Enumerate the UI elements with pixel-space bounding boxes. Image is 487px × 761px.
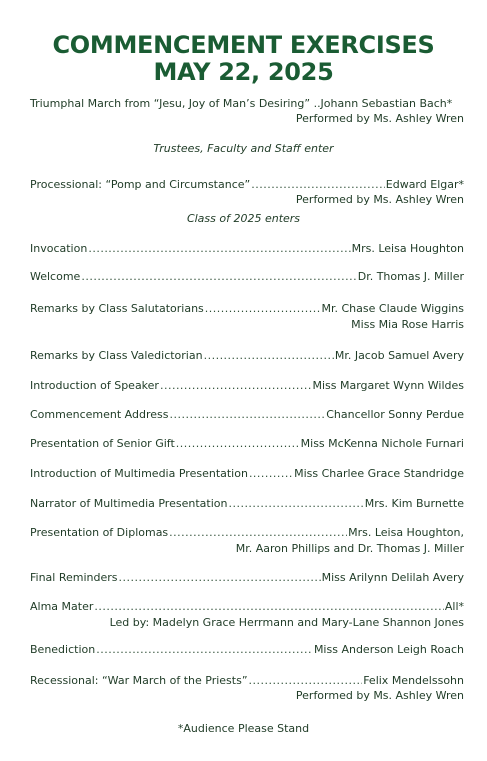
recessional-label: Recessional: “War March of the Priests” [30, 674, 248, 687]
address-label: Commencement Address [30, 408, 169, 421]
intro-multimedia-person: Miss Charlee Grace Standridge [294, 467, 464, 480]
program-item-senior-gift [30, 437, 464, 451]
processional-performer: Performed by Ms. Ashley Wren [295, 193, 464, 206]
leader-dots [204, 349, 334, 363]
benediction-person: Miss Anderson Leigh Roach [313, 643, 464, 656]
program-item-recessional [30, 674, 464, 688]
processional-label: Processional: “Pomp and Circumstance” [30, 178, 251, 191]
benediction-label: Benediction [30, 643, 96, 656]
alma-mater-label: Alma Mater [30, 600, 94, 613]
program-item-diplomas [30, 526, 464, 540]
narrator-label: Narrator of Multimedia Presentation [30, 497, 228, 510]
leader-dots [228, 497, 363, 511]
leader-dots [94, 600, 443, 614]
intro-multimedia-label: Introduction of Multimedia Presentation [30, 467, 248, 480]
recessional-performer: Performed by Ms. Ashley Wren [295, 689, 464, 702]
leader-dots [176, 437, 300, 451]
leader-dots [251, 178, 385, 192]
program-item-valedictorian [30, 349, 464, 363]
senior-gift-person: Miss McKenna Nichole Furnari [300, 437, 464, 450]
valedictorian-label: Remarks by Class Valedictorian [30, 349, 203, 362]
salutatorians-label: Remarks by Class Salutatorians [30, 302, 204, 315]
alma-mater-leaders: Led by: Madelyn Grace Herrmann and Mary-Lane Shannon Jones [109, 616, 464, 629]
welcome-person: Dr. Thomas J. Miller [357, 270, 464, 283]
leader-dots [249, 674, 363, 688]
diplomas-person-1: Mrs. Leisa Houghton, [348, 526, 464, 539]
title-line-1: COMMENCEMENT EXERCISES [52, 31, 435, 59]
program-item-commencement-address [30, 408, 464, 422]
diplomas-label: Presentation of Diplomas [30, 526, 169, 539]
salutatorian-2: Miss Mia Rose Harris [351, 318, 464, 331]
program-item-introduction-of-speaker [30, 379, 464, 393]
leader-dots [169, 526, 347, 540]
class-note: Class of 2025 enters [186, 212, 301, 225]
leader-dots [81, 270, 356, 284]
leader-dots [205, 302, 321, 316]
program-item-processional [30, 178, 464, 192]
program-item-welcome [30, 270, 464, 284]
leader-dots [169, 408, 325, 422]
invocation-person: Mrs. Leisa Houghton [351, 242, 464, 255]
leader-dots [88, 242, 350, 256]
welcome-label: Welcome [30, 270, 81, 283]
salutatorian-1: Mr. Chase Claude Wiggins [321, 302, 464, 315]
audience-footnote: *Audience Please Stand [177, 722, 310, 735]
program-item-benediction [30, 643, 464, 657]
program-item-intro-multimedia [30, 467, 464, 481]
processional-composer: Edward Elgar* [385, 178, 464, 191]
program-item-final-reminders [30, 571, 464, 585]
leader-dots [119, 571, 321, 585]
senior-gift-label: Presentation of Senior Gift [30, 437, 175, 450]
address-person: Chancellor Sonny Perdue [326, 408, 464, 421]
program-item-invocation [30, 242, 464, 256]
diplomas-person-2: Mr. Aaron Phillips and Dr. Thomas J. Miller [235, 542, 464, 555]
program-item-triumphal-march [30, 97, 464, 111]
title-line-2-date: MAY 22, 2025 [153, 58, 334, 86]
program-item-salutatorians [30, 302, 464, 316]
reminders-label: Final Reminders [30, 571, 118, 584]
leader-dots [160, 379, 312, 393]
invocation-label: Invocation [30, 242, 88, 255]
program-item-alma-mater [30, 600, 464, 614]
leader-dots [249, 467, 293, 481]
reminders-person: Miss Arilynn Delilah Avery [321, 571, 464, 584]
intro-speaker-label: Introduction of Speaker [30, 379, 159, 392]
triumphal-march-text: Triumphal March from “Jesu, Joy of Man’s Desiring” ..Johann Sebastian Bach* [30, 97, 453, 110]
triumphal-performer: Performed by Ms. Ashley Wren [295, 112, 464, 125]
recessional-composer: Felix Mendelssohn [363, 674, 464, 687]
trustees-note: Trustees, Faculty and Staff enter [153, 142, 334, 155]
narrator-person: Mrs. Kim Burnette [364, 497, 464, 510]
intro-speaker-person: Miss Margaret Wynn Wildes [312, 379, 464, 392]
program-item-narrator [30, 497, 464, 511]
alma-mater-value: All* [444, 600, 464, 613]
valedictorian-person: Mr. Jacob Samuel Avery [334, 349, 464, 362]
leader-dots [96, 643, 313, 657]
